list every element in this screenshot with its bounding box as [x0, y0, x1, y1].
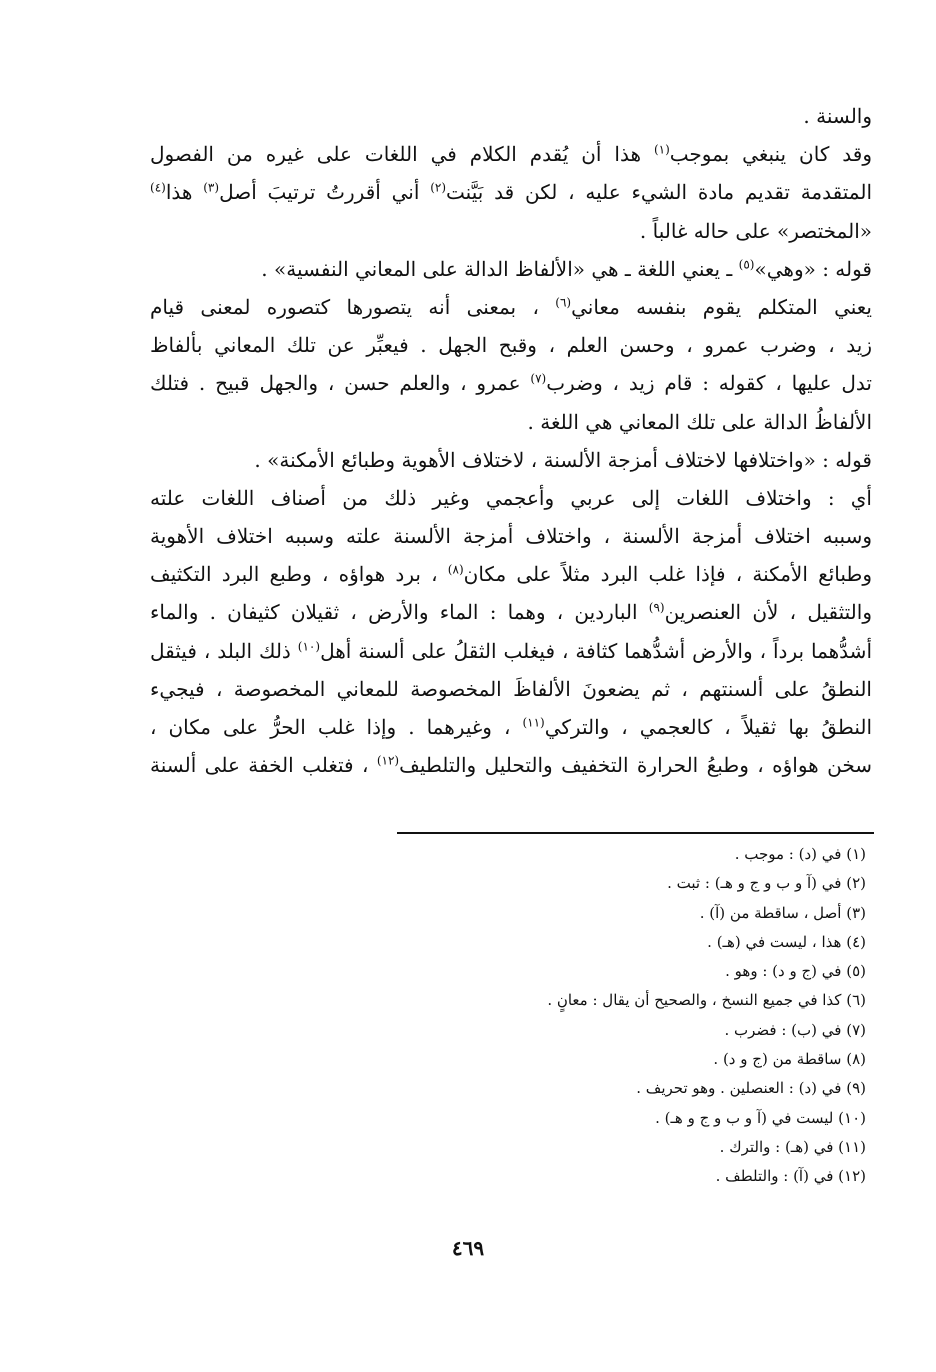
- page-number: ٤٦٩: [451, 1236, 485, 1260]
- text-line: والسنة .: [803, 104, 872, 128]
- footnote-item: (٨) ساقطة من (ج و د) .: [713, 1050, 866, 1069]
- footnote-ref[interactable]: (١٢): [376, 753, 400, 768]
- footnote-ref[interactable]: (٤): [150, 180, 166, 195]
- footnote-ref[interactable]: (٣): [203, 180, 220, 195]
- footnote-item: (٤) هذا ، ليست في (هـ) .: [707, 932, 866, 951]
- text-line: النطقُ بها ثقيلاً ، كالعجمي ، والتركي$^{(١١)}$ ، وغيرهما . وإذا غلب الحرُّ على مكان ،: [150, 715, 872, 739]
- text-line: النطقُ على ألسنتهم ، ثم يضعونَ الألفاظَ المخصوصة للمعاني المخصوصة ، فيجيء: [150, 676, 872, 701]
- footnote-ref[interactable]: (٦): [555, 295, 572, 310]
- text-line: قوله : «واختلافها لاختلاف أمزجة الألسنة ، لاختلاف الأهوية وطبائع الأمكنة» .: [254, 447, 872, 472]
- footnote-ref[interactable]: (١): [653, 142, 670, 157]
- text-line: المتقدمة تقديم مادة الشيء عليه ، لكن قد بَيَّنت$^{(٢)}$ أني أقررتُ ترتيبَ أصل$^{(٣)}$ هذا$^{(٤)}$: [150, 180, 872, 205]
- footnote-item: (٣) أصل ، ساقطة من (آ) .: [699, 903, 866, 922]
- footnote-item: (١) في (د) : موجب .: [734, 845, 866, 863]
- text-line: سخن هواؤه ، وطبعُ الحرارة التخفيف والتحليل والتلطيف$^{(١٢)}$ ، فتغلب الخفة على ألسنة: [150, 753, 872, 778]
- footnote-ref[interactable]: (١١): [522, 715, 545, 730]
- text-line: أي : واختلاف اللغات إلى عربي وأعجمي وغير ذلك من أصناف اللغات علته: [150, 485, 872, 510]
- footnote-item: (١١) في (هـ) : والترك .: [719, 1137, 866, 1156]
- footnote-ref[interactable]: (٨): [447, 562, 464, 577]
- text-line: والتثقيل ، لأن العنصرين$^{(٩)}$ الباردين ، وهما : الماء والأرض ، ثقيلان كثيفان . والماء: [150, 600, 872, 625]
- footnote-item: (٩) في (د) : العنصلين . وهو تحريف .: [636, 1079, 866, 1098]
- footnote-item: (١٢) في (آ) : والتلطف .: [715, 1167, 866, 1186]
- footnote-item: (٦) كذا في جميع النسخ ، والصحيح أن يقال : معانٍ .: [547, 991, 866, 1010]
- footnote-ref[interactable]: (٩): [648, 600, 665, 615]
- footnote-ref[interactable]: (٥): [738, 257, 755, 272]
- footnote-item: (٧) في (ب) : فضرب .: [724, 1020, 866, 1039]
- footnote-ref[interactable]: (١٠): [297, 638, 321, 653]
- footnotes: [300, 840, 866, 1192]
- text-line: يعني المتكلم يقوم بنفسه معاني$^{(٦)}$ ، بمعنى أنه يتصورها كتصوره لمعنى قيام: [150, 294, 872, 319]
- text-line: وقد كان ينبغي بموجب$^{(١)}$ هذا أن يُقدم الكلام في اللغات على غيره من الفصول: [150, 142, 872, 167]
- text-line: أشدُّهما برداً ، والأرض أشدُّهما كثافة ، فيغلب الثقلُ على ألسنة أهل$^{(١٠)}$ ذلك البلد ، فيثقل: [150, 638, 872, 663]
- footnote-ref[interactable]: (٧): [530, 371, 547, 386]
- footnote-item: (٢) في (آ و ب و ج و هـ) : ثبت .: [667, 874, 866, 893]
- text-line: تدل عليها ، كقوله : قام زيد ، وضرب$^{(٧)}$ عمرو ، والعلم حسن ، والجهل قبيح . فتلك: [150, 371, 872, 396]
- text-line: زيد ، وضرب عمرو ، وحسن العلم ، وقبح الجهل . فيعبِّر عن تلك المعاني بألفاظ: [150, 333, 872, 358]
- footnote-item: (٥) في (ج و د) : وهو .: [725, 962, 866, 981]
- footnote-item: (١٠) ليست في (آ و ب و ج و هـ) .: [655, 1108, 866, 1127]
- text-line: قوله : «وهي»$^{(٥)}$ ـ يعني اللغة ـ هي «الألفاظ الدالة على المعاني النفسية» .: [261, 256, 872, 281]
- text-line: «المختصر» على حاله غالباً .: [639, 218, 872, 243]
- text-line: وسببه اختلاف أمزجة الألسنة ، واختلاف أمزجة الألسنة علته وسببه اختلاف الأهوية: [150, 524, 872, 549]
- body-text: [150, 97, 872, 784]
- text-line: وطبائع الأمكنة ، فإذا غلب البرد مثلاً على مكان$^{(٨)}$ ، برد هواؤه ، وطبع البرد التكثيف: [150, 562, 872, 587]
- footnote-ref[interactable]: (٢): [430, 180, 447, 195]
- footnote-separator: [397, 832, 874, 834]
- text-line: الألفاظُ الدالة على تلك المعاني هي اللغة .: [527, 409, 872, 434]
